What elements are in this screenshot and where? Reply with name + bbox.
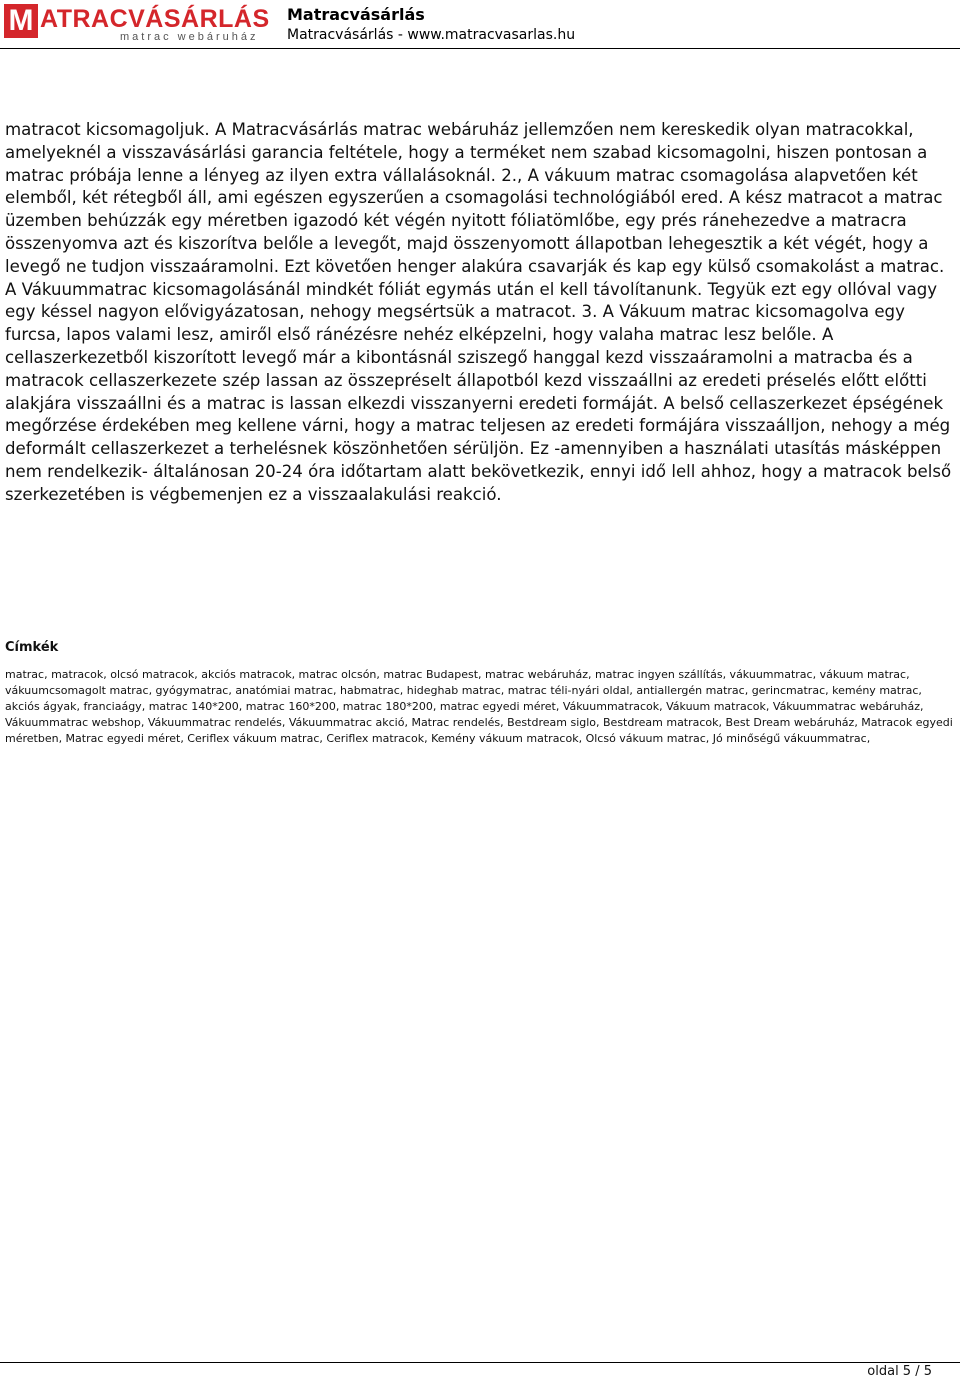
- header-divider: [0, 48, 960, 49]
- logo-tagline: matrac webáruház: [120, 31, 259, 43]
- page-header: [0, 0, 960, 48]
- site-subtitle: Matracvásárlás - www.matracvasarlas.hu: [287, 27, 576, 43]
- site-logo[interactable]: [4, 4, 270, 44]
- logo-wordmark: ATRACVÁSÁRLÁS: [40, 5, 270, 33]
- tags-heading: Címkék: [5, 640, 59, 655]
- tags-list: matrac, matracok, olcsó matracok, akciós matracok, matrac olcsón, matrac Budapest, matrac webáruház, matrac ingyen szállítás, vákuummatrac, vákuum matrac, vákuumcsomagolt matrac, gyógymatrac, anatómiai matrac, habmatrac, hideghab matrac, matrac téli-nyári oldal, antiallergén matrac, gerincmatrac, kemény matrac, akciós ágyak, franciaágy, matrac 140*200, matrac 160*200, matrac 180*200, matrac egyedi méret, Vákuummatracok, Vákuum matracok, Vákuummatrac webáruház, Vákuummatrac webshop, Vákuummatrac rendelés, Vákuummatrac akció, Matrac rendelés, Bestdream siglo, Bestdream matracok, Best Dream webáruház, Matracok egyedi méretben, Matrac egyedi méret, Ceriflex vákuum matrac, Ceriflex matracok, Kemény vákuum matracok, Olcsó vákuum matrac, Jó minőségű vákuummatrac,: [5, 668, 953, 745]
- footer-divider: [0, 1362, 960, 1363]
- logo-letter-box: M: [4, 4, 38, 38]
- site-title: Matracvásárlás: [287, 5, 425, 24]
- page-number: oldal 5 / 5: [867, 1364, 932, 1379]
- article-body: matracot kicsomagoljuk. A Matracvásárlás matrac webáruház jellemzően nem kereskedik olyan matracokkal, amelyeknél a visszavásárlási garancia feltétele, hogy a terméket nem szabad kicsomagolni, hiszen pontosan a matrac próbája lenne a lényeg az ilyen extra vállalásoknál. 2., A vákuum matrac csomagolása alapvetően két elemből, két rétegből áll, ami egészen egyszerűen a csomagolási technológiából ered. A kész matracot a matrac üzemben behúzzák egy méretben igazodó két végén nyitott fóliatömlőbe, egy prés ránehezedve a matracra összenyomva azt és kiszorítva belőle a levegőt, majd összenyomott állapotban lehegesztik a két végét, hogy a levegő ne tudjon visszaáramolni. Ezt követően henger alakúra csavarják és kap egy külső csomakolást a matrac. A Vákuummatrac kicsomagolásánál mindkét fóliát egymás után el kell távolítanunk. Tegyük ezt egy ollóval vagy egy késsel nagyon elővigyázatosan, nehogy megsértsük a matracot. 3. A Vákuum matrac kicsomagolva egy furcsa, lapos valami lesz, amiről első ránézésre nehéz elképzelni, hogy valaha matrac lesz belőle. A cellaszerkezetből kiszorított levegő már a kibontásnál sziszegő hanggal kezd visszaáramolni a matracba és a matracok cellaszerkezete szép lassan az összepréselt állapotból kezd visszaállni az eredeti préselés előtt előtti alakjára visszaállni és a matrac is lassan elkezdi visszanyerni eredeti formáját. A belső cellaszerkezet épségének megőrzése érdekében meg kellene várni, hogy a matrac teljesen az eredeti formájára visszaálljon, nehogy a még deformált cellaszerkezet a terhelésnek köszönhetően sérüljön. Ez -amennyiben a használati utasítás másképpen nem rendelkezik- általánosan 20-24 óra időtartam alatt bekövetkezik, ennyi idő lell ahhoz, hogy a matracok belső szerkezetében is végbemenjen ez a visszaalakulási reakció.: [5, 120, 952, 504]
